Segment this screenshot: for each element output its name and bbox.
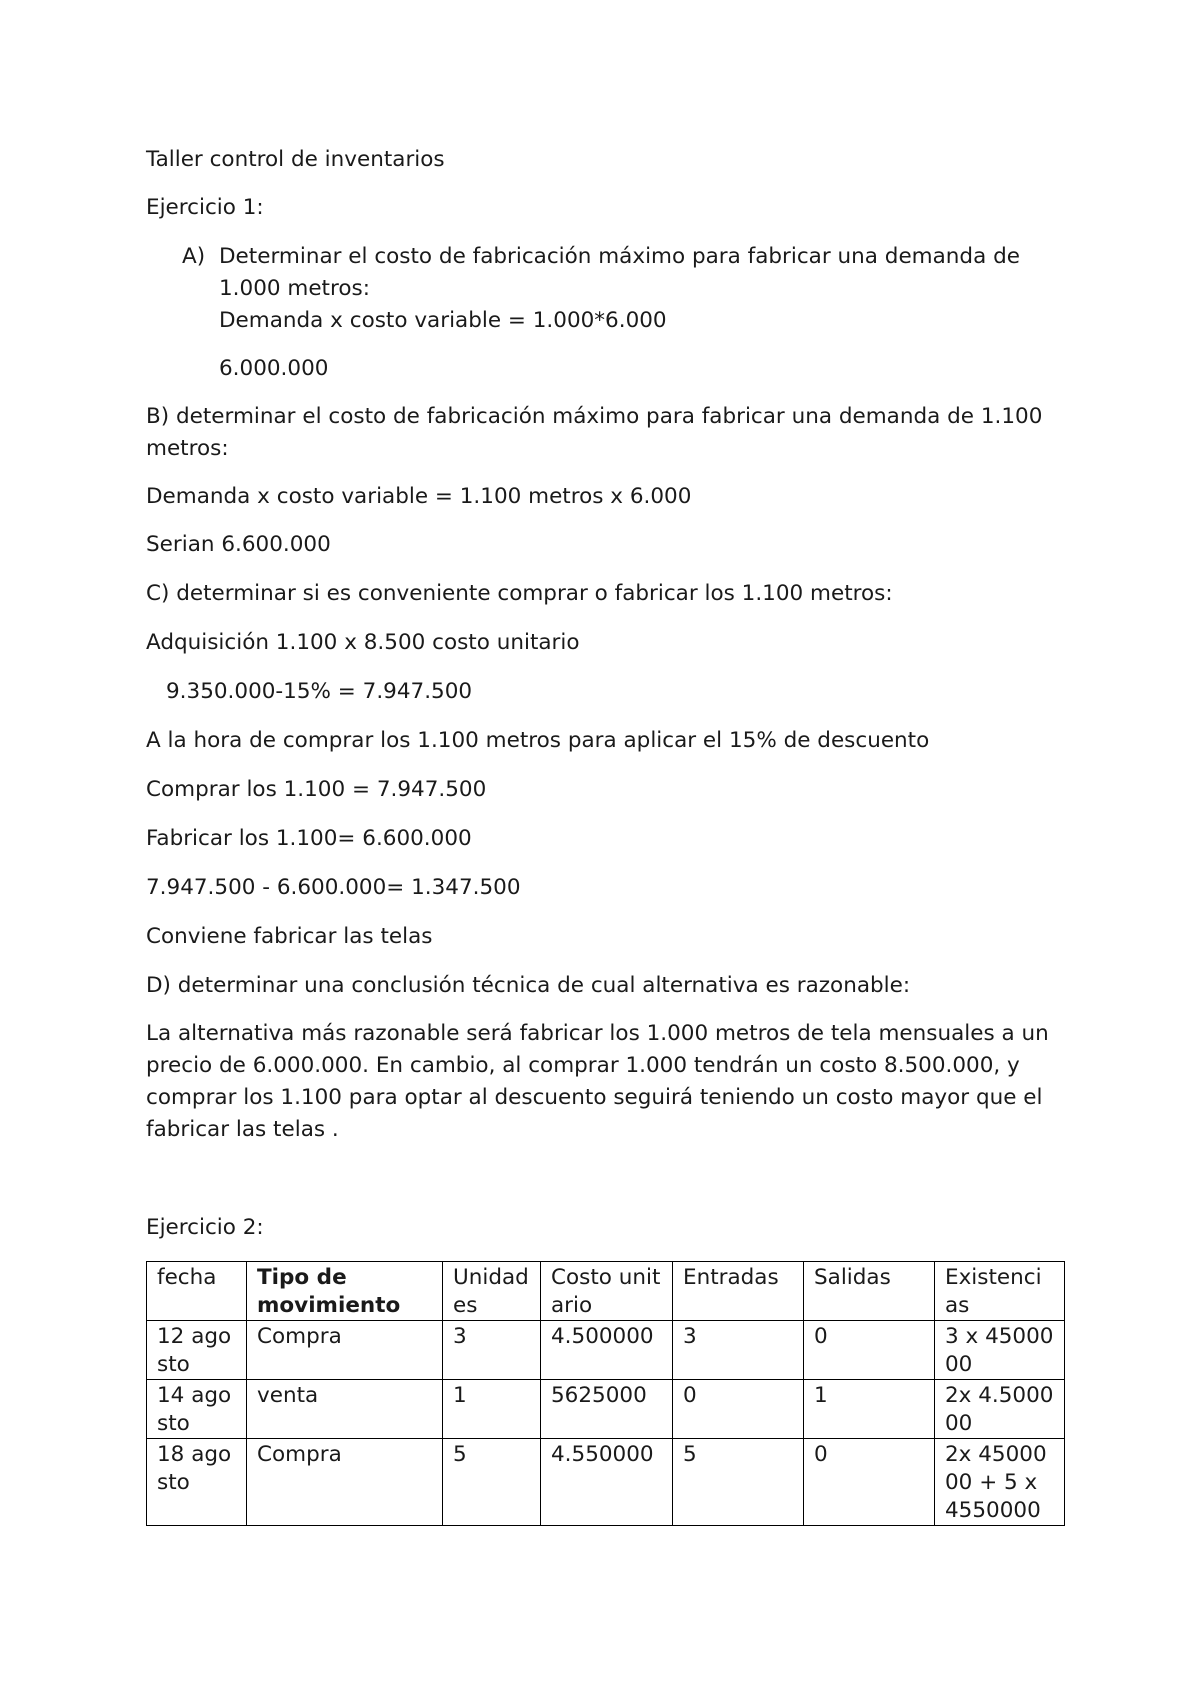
- cell-salidas: 0: [804, 1439, 935, 1526]
- cell-tipo: Compra: [247, 1439, 443, 1526]
- cell-costo: 4.500000: [541, 1321, 673, 1380]
- cell-tipo: venta: [247, 1380, 443, 1439]
- item-c-text: C) determinar si es conveniente comprar o fabricar los 1.100 metros:: [146, 581, 893, 606]
- exercise-1-heading: Ejercicio 1:: [146, 195, 264, 220]
- item-b-formula: Demanda x costo variable = 1.100 metros x 6.000: [146, 484, 692, 509]
- cell-unidades: 1: [443, 1380, 541, 1439]
- table-row: [147, 1321, 1065, 1380]
- header-costo-unitario: Costo unitario: [541, 1262, 673, 1321]
- item-c-diff: 7.947.500 - 6.600.000= 1.347.500: [146, 875, 521, 900]
- header-tipo-movimiento: Tipo de movimiento: [247, 1262, 443, 1321]
- item-a-result: 6.000.000: [219, 356, 329, 381]
- exercise-2-heading: Ejercicio 2:: [146, 1215, 264, 1240]
- table-header-row: [147, 1262, 1065, 1321]
- inventory-table: [146, 1261, 1065, 1526]
- cell-entradas: 3: [673, 1321, 804, 1380]
- cell-salidas: 1: [804, 1380, 935, 1439]
- cell-salidas: 0: [804, 1321, 935, 1380]
- item-c-note: A la hora de comprar los 1.100 metros para aplicar el 15% de descuento: [146, 728, 930, 753]
- table-row: [147, 1380, 1065, 1439]
- item-d-answer: La alternativa más razonable será fabricar los 1.000 metros de tela mensuales a un precio de 6.000.000. En cambio, al comprar 1.000 tendrán un costo 8.500.000, y comprar los 1.100 para optar al descuento seguirá teniendo un costo mayor que el fabricar las telas .: [146, 1021, 1049, 1142]
- cell-unidades: 5: [443, 1439, 541, 1526]
- header-entradas: Entradas: [673, 1262, 804, 1321]
- cell-existencias: 3 x 4500000: [935, 1321, 1065, 1380]
- cell-existencias: 2x 4500000 + 5 x 4550000: [935, 1439, 1065, 1526]
- item-a-text: Determinar el costo de fabricación máximo para fabricar una demanda de 1.000 metros:: [219, 244, 1020, 301]
- header-unidades: Unidades: [443, 1262, 541, 1321]
- cell-tipo: Compra: [247, 1321, 443, 1380]
- header-existencias: Existencias: [935, 1262, 1065, 1321]
- cell-existencias: 2x 4.500000: [935, 1380, 1065, 1439]
- cell-fecha: 14 agosto: [147, 1380, 247, 1439]
- document-title: Taller control de inventarios: [146, 147, 445, 172]
- item-b-text: B) determinar el costo de fabricación máximo para fabricar una demanda de 1.100 metros:: [146, 404, 1043, 461]
- item-a-formula: Demanda x costo variable = 1.000*6.000: [219, 308, 667, 333]
- cell-entradas: 5: [673, 1439, 804, 1526]
- item-a-marker: A): [182, 244, 206, 269]
- item-b-result: Serian 6.600.000: [146, 532, 331, 557]
- cell-unidades: 3: [443, 1321, 541, 1380]
- cell-entradas: 0: [673, 1380, 804, 1439]
- item-c-adquisicion: Adquisición 1.100 x 8.500 costo unitario: [146, 630, 580, 655]
- item-d-text: D) determinar una conclusión técnica de cual alternativa es razonable:: [146, 973, 911, 998]
- item-c-fabricar: Fabricar los 1.100= 6.600.000: [146, 826, 472, 851]
- cell-fecha: 12 agosto: [147, 1321, 247, 1380]
- item-c-comprar: Comprar los 1.100 = 7.947.500: [146, 777, 487, 802]
- item-c-calc: 9.350.000-15% = 7.947.500: [166, 679, 473, 704]
- header-salidas: Salidas: [804, 1262, 935, 1321]
- header-fecha: fecha: [147, 1262, 247, 1321]
- cell-fecha: 18 agosto: [147, 1439, 247, 1526]
- cell-costo: 4.550000: [541, 1439, 673, 1526]
- table-row: [147, 1439, 1065, 1526]
- cell-costo: 5625000: [541, 1380, 673, 1439]
- item-c-conclusion: Conviene fabricar las telas: [146, 924, 433, 949]
